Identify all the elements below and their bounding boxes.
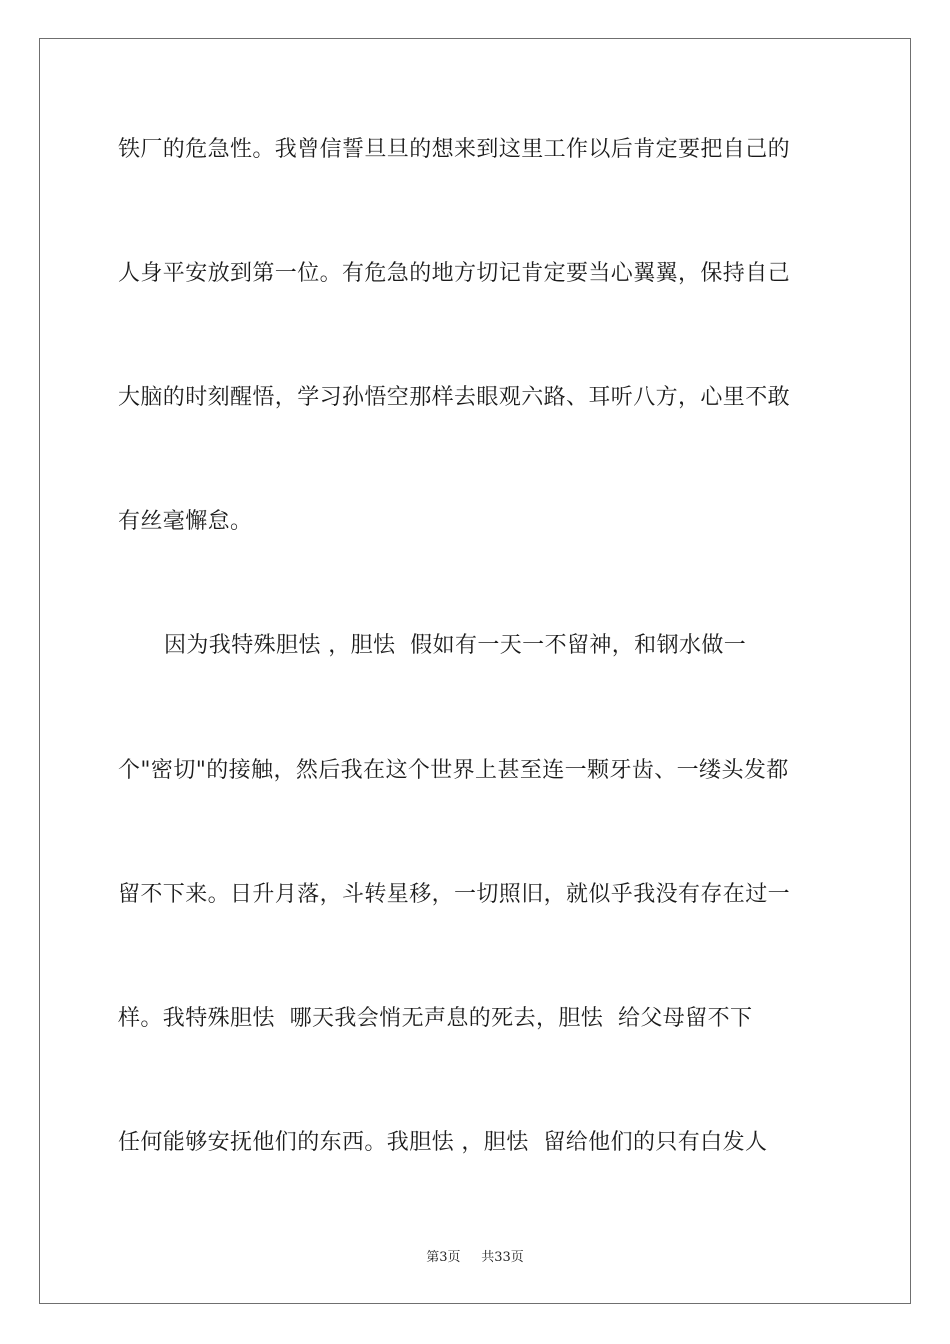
text-line-2: 人身平安放到第一位。有危急的地方切记肯定要当心翼翼，保持自己: [118, 261, 791, 286]
page-total: 共33页: [481, 1250, 524, 1265]
text-line-7: 留不下来。日升月落，斗转星移，一切照旧，就似乎我没有存在过一: [118, 882, 791, 907]
text-line-9: 任何能够安抚他们的东西。我胆怯 ，胆怯 留给他们的只有白发人: [118, 1130, 768, 1155]
text-line-6: 个"密切"的接触，然后我在这个世界上甚至连一颗牙齿、一缕头发都: [118, 758, 789, 783]
text-line-1: 铁厂的危急性。我曾信誓旦旦的想来到这里工作以后肯定要把自己的: [118, 137, 791, 162]
text-line-5: 因为我特殊胆怯 ，胆怯 假如有一天一不留神，和钢水做一: [164, 633, 747, 658]
page-number: 第3页: [426, 1250, 461, 1265]
text-line-4: 有丝毫懈怠。: [118, 509, 253, 534]
text-line-3: 大脑的时刻醒悟，学习孙悟空那样去眼观六路、耳听八方，心里不敢: [118, 385, 791, 410]
text-line-8: 样。我特殊胆怯 哪天我会悄无声息的死去，胆怯 给父母留不下: [118, 1006, 753, 1031]
page-border: [39, 38, 911, 1304]
page-footer: [0, 1250, 950, 1266]
